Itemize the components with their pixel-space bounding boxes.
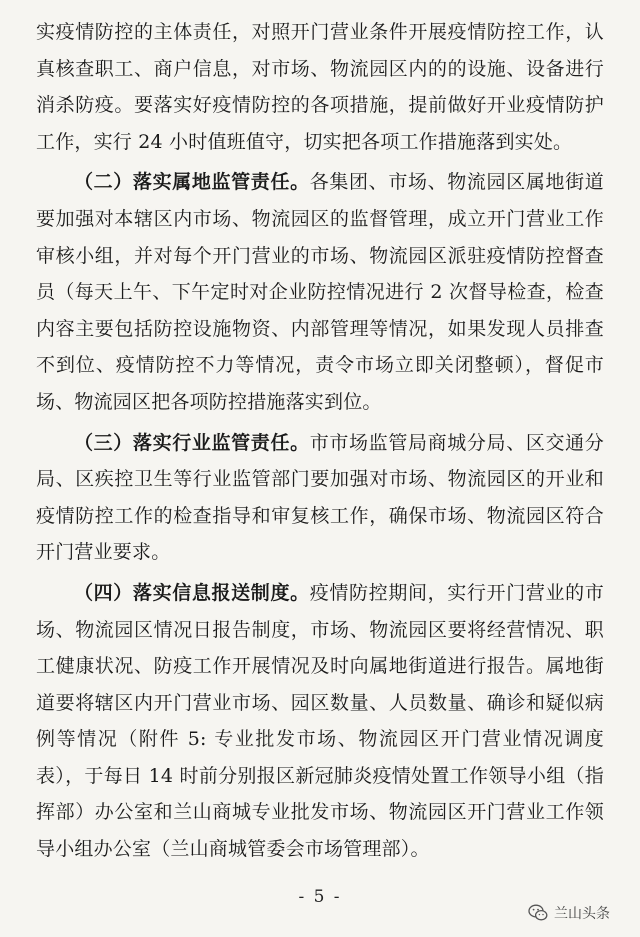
paragraph-3-heading: （三）落实行业监管责任。 bbox=[74, 431, 310, 454]
paragraph-2-text: 各集团、市场、物流园区属地街道要加强对本辖区内市场、物流园区的监督管理，成立开门营业工作审核小组，并对每个开门营业的市场、物流园区派驻疫情防控督查员（每天上午、下午定时对企业防控情况进行 2 次督导检查，检查内容主要包括防控设施物资、内部管理等情况，如果发现人员排查不到位、疫情防控不力等情况，责令市场立即关闭整顿），督促市场、物流园区把各项防控措施落实到位。 bbox=[36, 171, 604, 413]
paragraph-4-text: 疫情防控期间，实行开门营业的市场、物流园区情况日报告制度，市场、物流园区要将经营情况、职工健康状况、防疫工作开展情况及时向属地街道进行报告。属地街道要将辖区内开门营业市场、园区数量、人员数量、确诊和疑似病例等情况（附件 5: 专业批发市场、物流园区开门营业情况调度表），于每日 14 时前分别报区新冠肺炎疫情处置工作领导小组（指挥部）办公室和兰山商城专业批发市场、物流园区开门营业工作领导小组办公室（兰山商城管委会市场管理部）。 bbox=[36, 581, 604, 861]
page-number: - 5 - bbox=[298, 887, 342, 907]
paragraph-4-heading: （四）落实信息报送制度。 bbox=[74, 581, 310, 604]
paragraph-4 bbox=[36, 575, 604, 868]
paragraph-2-heading: （二）落实属地监管责任。 bbox=[74, 171, 310, 194]
paragraph-2 bbox=[36, 164, 604, 420]
paragraph-1-text: 实疫情防控的主体责任，对照开门营业条件开展疫情防控工作，认真核查职工、商户信息，对市场、物流园区内的的设施、设备进行消杀防疫。要落实好疫情防控的各项措施，提前做好开业疫情防护工作，实行 24 小时值班值守，切实把各项工作措施落到实处。 bbox=[36, 21, 604, 153]
watermark bbox=[528, 900, 610, 926]
paragraph-1 bbox=[36, 14, 604, 160]
wechat-icon bbox=[528, 904, 548, 922]
watermark-label: 兰山头条 bbox=[554, 906, 610, 922]
paragraph-3-text: 市市场监管局商城分局、区交通分局、区疾控卫生等行业监管部门要加强对市场、物流园区的开业和疫情防控工作的检查指导和审复核工作，确保市场、物流园区符合开门营业要求。 bbox=[36, 431, 604, 564]
paragraph-3 bbox=[36, 425, 604, 571]
document-body bbox=[36, 14, 604, 868]
